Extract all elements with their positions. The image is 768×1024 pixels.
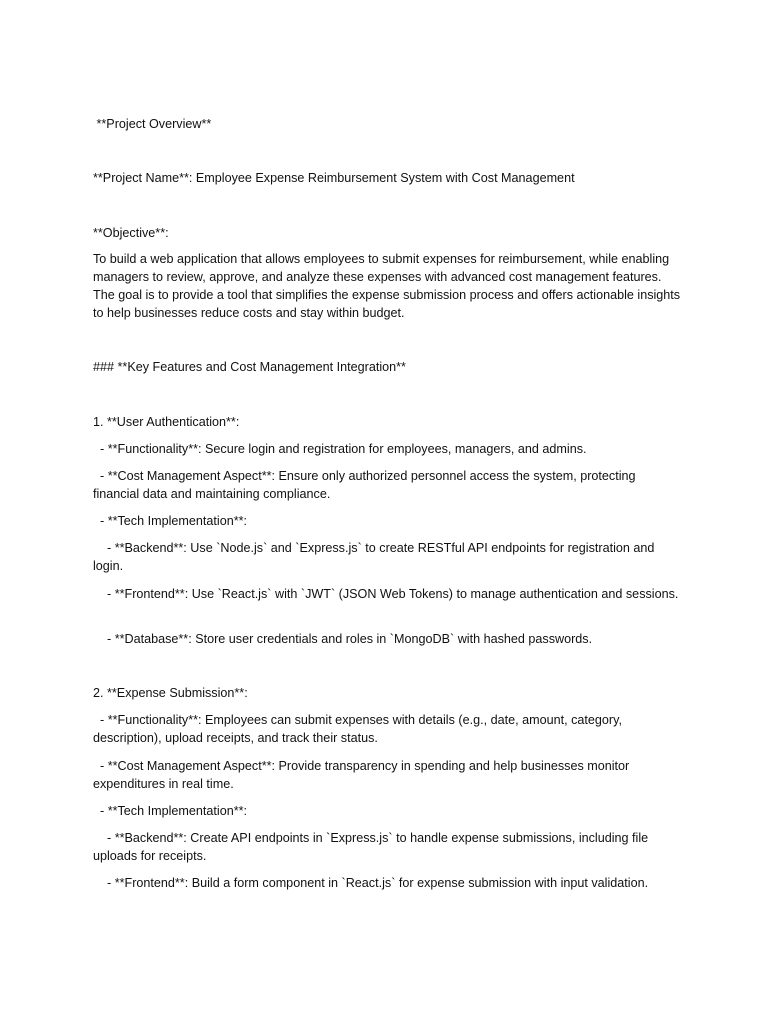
objective-text: To build a web application that allows employees to submit expenses for reimbursement, while enabling managers to review, approve, and analyze these expenses with advanced cost management features. The goal is to provide a tool that simplifies the expense submission process and offers actionable insights to help businesses reduce costs and stay within budget. [93,252,684,320]
section-2-functionality: - **Functionality**: Employees can submit expenses with details (e.g., date, amount, category, description), upload receipts, and track their status. [93,713,626,745]
section-2-frontend: - **Frontend**: Build a form component in `React.js` for expense submission with input validation. [93,876,649,890]
section-2-backend: - **Backend**: Create API endpoints in `Express.js` to handle expense submissions, including file uploads for receipts. [93,831,652,863]
section-1-cost-aspect: - **Cost Management Aspect**: Ensure only authorized personnel access the system, protecting financial data and maintaining compliance. [93,469,640,501]
section-2-tech-heading: - **Tech Implementation**: [93,804,247,818]
section-2-cost-aspect: - **Cost Management Aspect**: Provide transparency in spending and help businesses monitor expenditures in real time. [93,759,633,791]
overview-heading: **Project Overview** [93,117,212,131]
section-1-tech-heading: - **Tech Implementation**: [93,514,247,528]
section-1-functionality: - **Functionality**: Secure login and registration for employees, managers, and admins. [93,442,587,456]
objective-heading: **Objective**: [93,226,169,240]
section-1-database: - **Database**: Store user credentials and roles in `MongoDB` with hashed passwords. [93,632,593,646]
section-1-frontend: - **Frontend**: Use `React.js` with `JWT` (JSON Web Tokens) to manage authentication and sessions. [93,587,679,601]
section-2-heading: 2. **Expense Submission**: [93,686,248,700]
features-heading: ### **Key Features and Cost Management Integration** [93,360,406,374]
section-1-heading: 1. **User Authentication**: [93,415,240,429]
section-1-backend: - **Backend**: Use `Node.js` and `Express.js` to create RESTful API endpoints for registration and login. [93,541,658,573]
project-name-line: **Project Name**: Employee Expense Reimbursement System with Cost Management [93,171,575,185]
